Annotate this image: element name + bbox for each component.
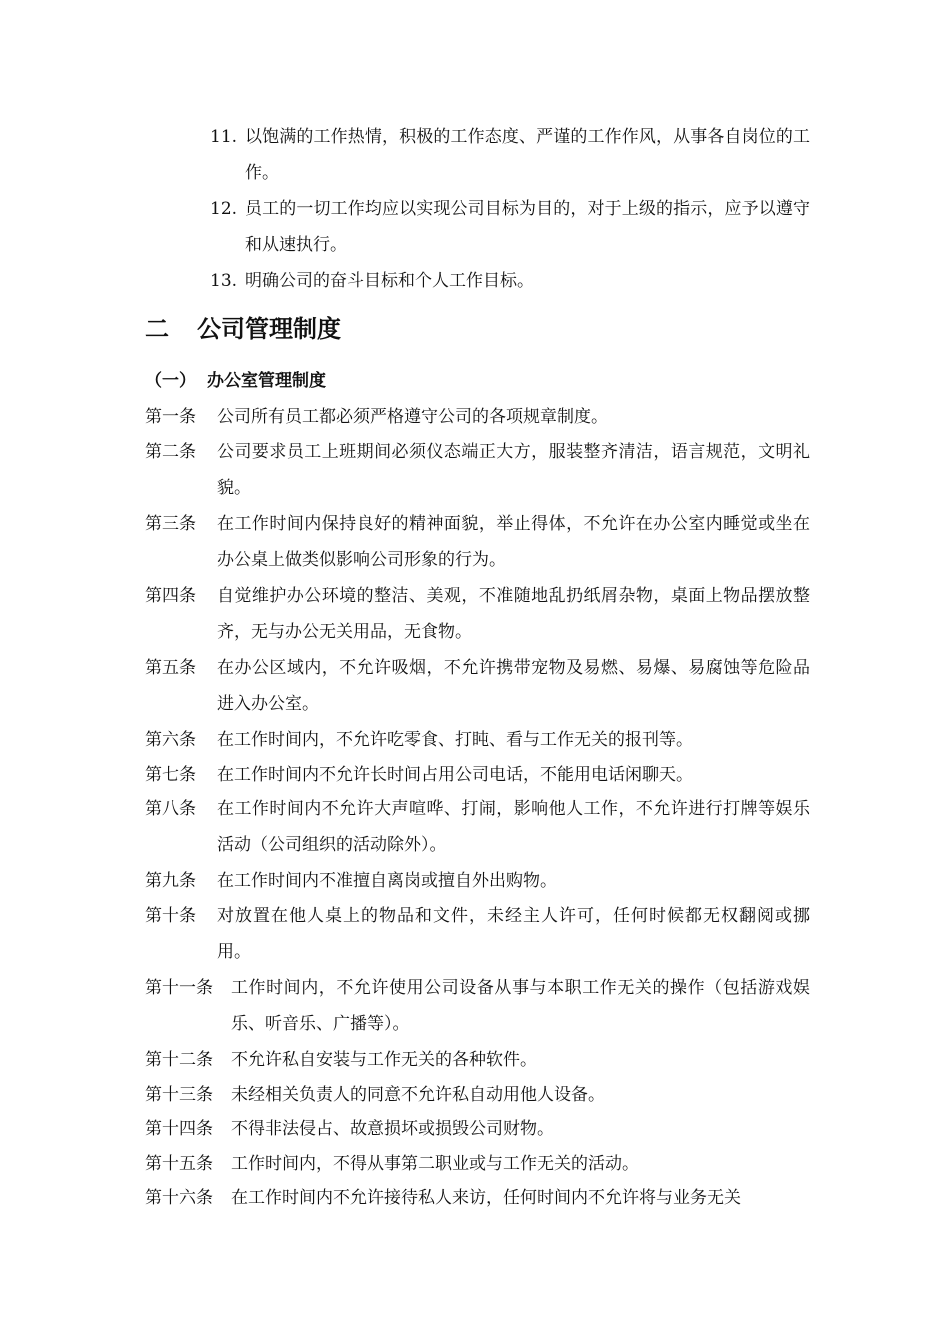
article-text: 公司要求员工上班期间必须仪态端正大方，服装整齐清洁，语言规范，文明礼貌。 bbox=[217, 442, 810, 498]
article-text: 未经相关负责人的同意不允许私自动用他人设备。 bbox=[231, 1085, 605, 1105]
subsection-title: 办公室管理制度 bbox=[207, 371, 326, 391]
article-text: 不允许私自安装与工作无关的各种软件。 bbox=[231, 1050, 537, 1070]
section-heading bbox=[145, 306, 341, 352]
article-text: 在办公区域内，不允许吸烟，不允许携带宠物及易燃、易爆、易腐蚀等危险品进入办公室。 bbox=[217, 658, 810, 714]
article-label: 第六条 bbox=[145, 730, 196, 750]
subsection-number: （一） bbox=[145, 371, 196, 391]
article-text: 在工作时间内不准擅自离岗或擅自外出购物。 bbox=[217, 871, 557, 891]
article-text: 对放置在他人桌上的物品和文件，未经主人许可，任何时候都无权翻阅或挪用。 bbox=[217, 906, 810, 962]
article-text: 公司所有员工都必须严格遵守公司的各项规章制度。 bbox=[217, 407, 608, 427]
item-number: 12. bbox=[210, 199, 238, 219]
item-text: 明确公司的奋斗目标和个人工作目标。 bbox=[245, 271, 534, 291]
section-number: 二 bbox=[145, 315, 169, 343]
article-15 bbox=[145, 1146, 810, 1182]
article-7 bbox=[145, 757, 810, 793]
article-text: 在工作时间内不允许接待私人来访，任何时间内不允许将与业务无关 bbox=[231, 1188, 741, 1208]
article-text: 自觉维护办公环境的整洁、美观，不准随地乱扔纸屑杂物，桌面上物品摆放整齐，无与办公无关用品，无食物。 bbox=[217, 586, 810, 642]
article-label: 第八条 bbox=[145, 799, 196, 819]
article-label: 第十条 bbox=[145, 906, 196, 926]
article-label: 第三条 bbox=[145, 514, 196, 534]
numbered-item-11 bbox=[210, 119, 810, 191]
article-4 bbox=[145, 578, 810, 650]
article-label: 第四条 bbox=[145, 586, 196, 606]
item-text: 以饱满的工作热情，积极的工作态度、严谨的工作作风，从事各自岗位的工作。 bbox=[245, 127, 810, 183]
article-text: 工作时间内，不允许使用公司设备从事与本职工作无关的操作（包括游戏娱乐、听音乐、广播等）。 bbox=[231, 978, 810, 1034]
article-label: 第十四条 bbox=[145, 1119, 213, 1139]
article-14 bbox=[145, 1111, 810, 1147]
numbered-item-12 bbox=[210, 191, 810, 263]
article-label: 第十一条 bbox=[145, 978, 213, 998]
item-number: 11. bbox=[210, 127, 238, 147]
article-16 bbox=[145, 1180, 810, 1216]
article-6 bbox=[145, 722, 810, 758]
article-label: 第十六条 bbox=[145, 1188, 213, 1208]
article-2 bbox=[145, 434, 810, 506]
article-label: 第七条 bbox=[145, 765, 196, 785]
article-text: 在工作时间内，不允许吃零食、打盹、看与工作无关的报刊等。 bbox=[217, 730, 693, 750]
article-label: 第十五条 bbox=[145, 1154, 213, 1174]
item-text: 员工的一切工作均应以实现公司目标为目的，对于上级的指示，应予以遵守和从速执行。 bbox=[245, 199, 810, 255]
article-1 bbox=[145, 399, 810, 435]
article-label: 第一条 bbox=[145, 407, 196, 427]
article-13 bbox=[145, 1077, 810, 1113]
numbered-item-13 bbox=[210, 263, 810, 299]
article-text: 在工作时间内保持良好的精神面貌，举止得体，不允许在办公室内睡觉或坐在办公桌上做类似影响公司形象的行为。 bbox=[217, 514, 810, 570]
article-11 bbox=[145, 970, 810, 1042]
article-5 bbox=[145, 650, 810, 722]
article-label: 第十三条 bbox=[145, 1085, 213, 1105]
article-text: 在工作时间内不允许长时间占用公司电话，不能用电话闲聊天。 bbox=[217, 765, 693, 785]
article-text: 不得非法侵占、故意损坏或损毁公司财物。 bbox=[231, 1119, 554, 1139]
article-3 bbox=[145, 506, 810, 578]
article-12 bbox=[145, 1042, 810, 1078]
article-10 bbox=[145, 898, 810, 970]
subsection-heading bbox=[145, 364, 326, 398]
article-8 bbox=[145, 791, 810, 863]
article-text: 在工作时间内不允许大声喧哗、打闹，影响他人工作，不允许进行打牌等娱乐活动（公司组织的活动除外）。 bbox=[217, 799, 810, 855]
section-title: 公司管理制度 bbox=[197, 315, 341, 343]
article-label: 第二条 bbox=[145, 442, 196, 462]
article-9 bbox=[145, 863, 810, 899]
article-text: 工作时间内，不得从事第二职业或与工作无关的活动。 bbox=[231, 1154, 639, 1174]
article-label: 第十二条 bbox=[145, 1050, 213, 1070]
article-label: 第九条 bbox=[145, 871, 196, 891]
article-label: 第五条 bbox=[145, 658, 196, 678]
item-number: 13. bbox=[210, 271, 238, 291]
